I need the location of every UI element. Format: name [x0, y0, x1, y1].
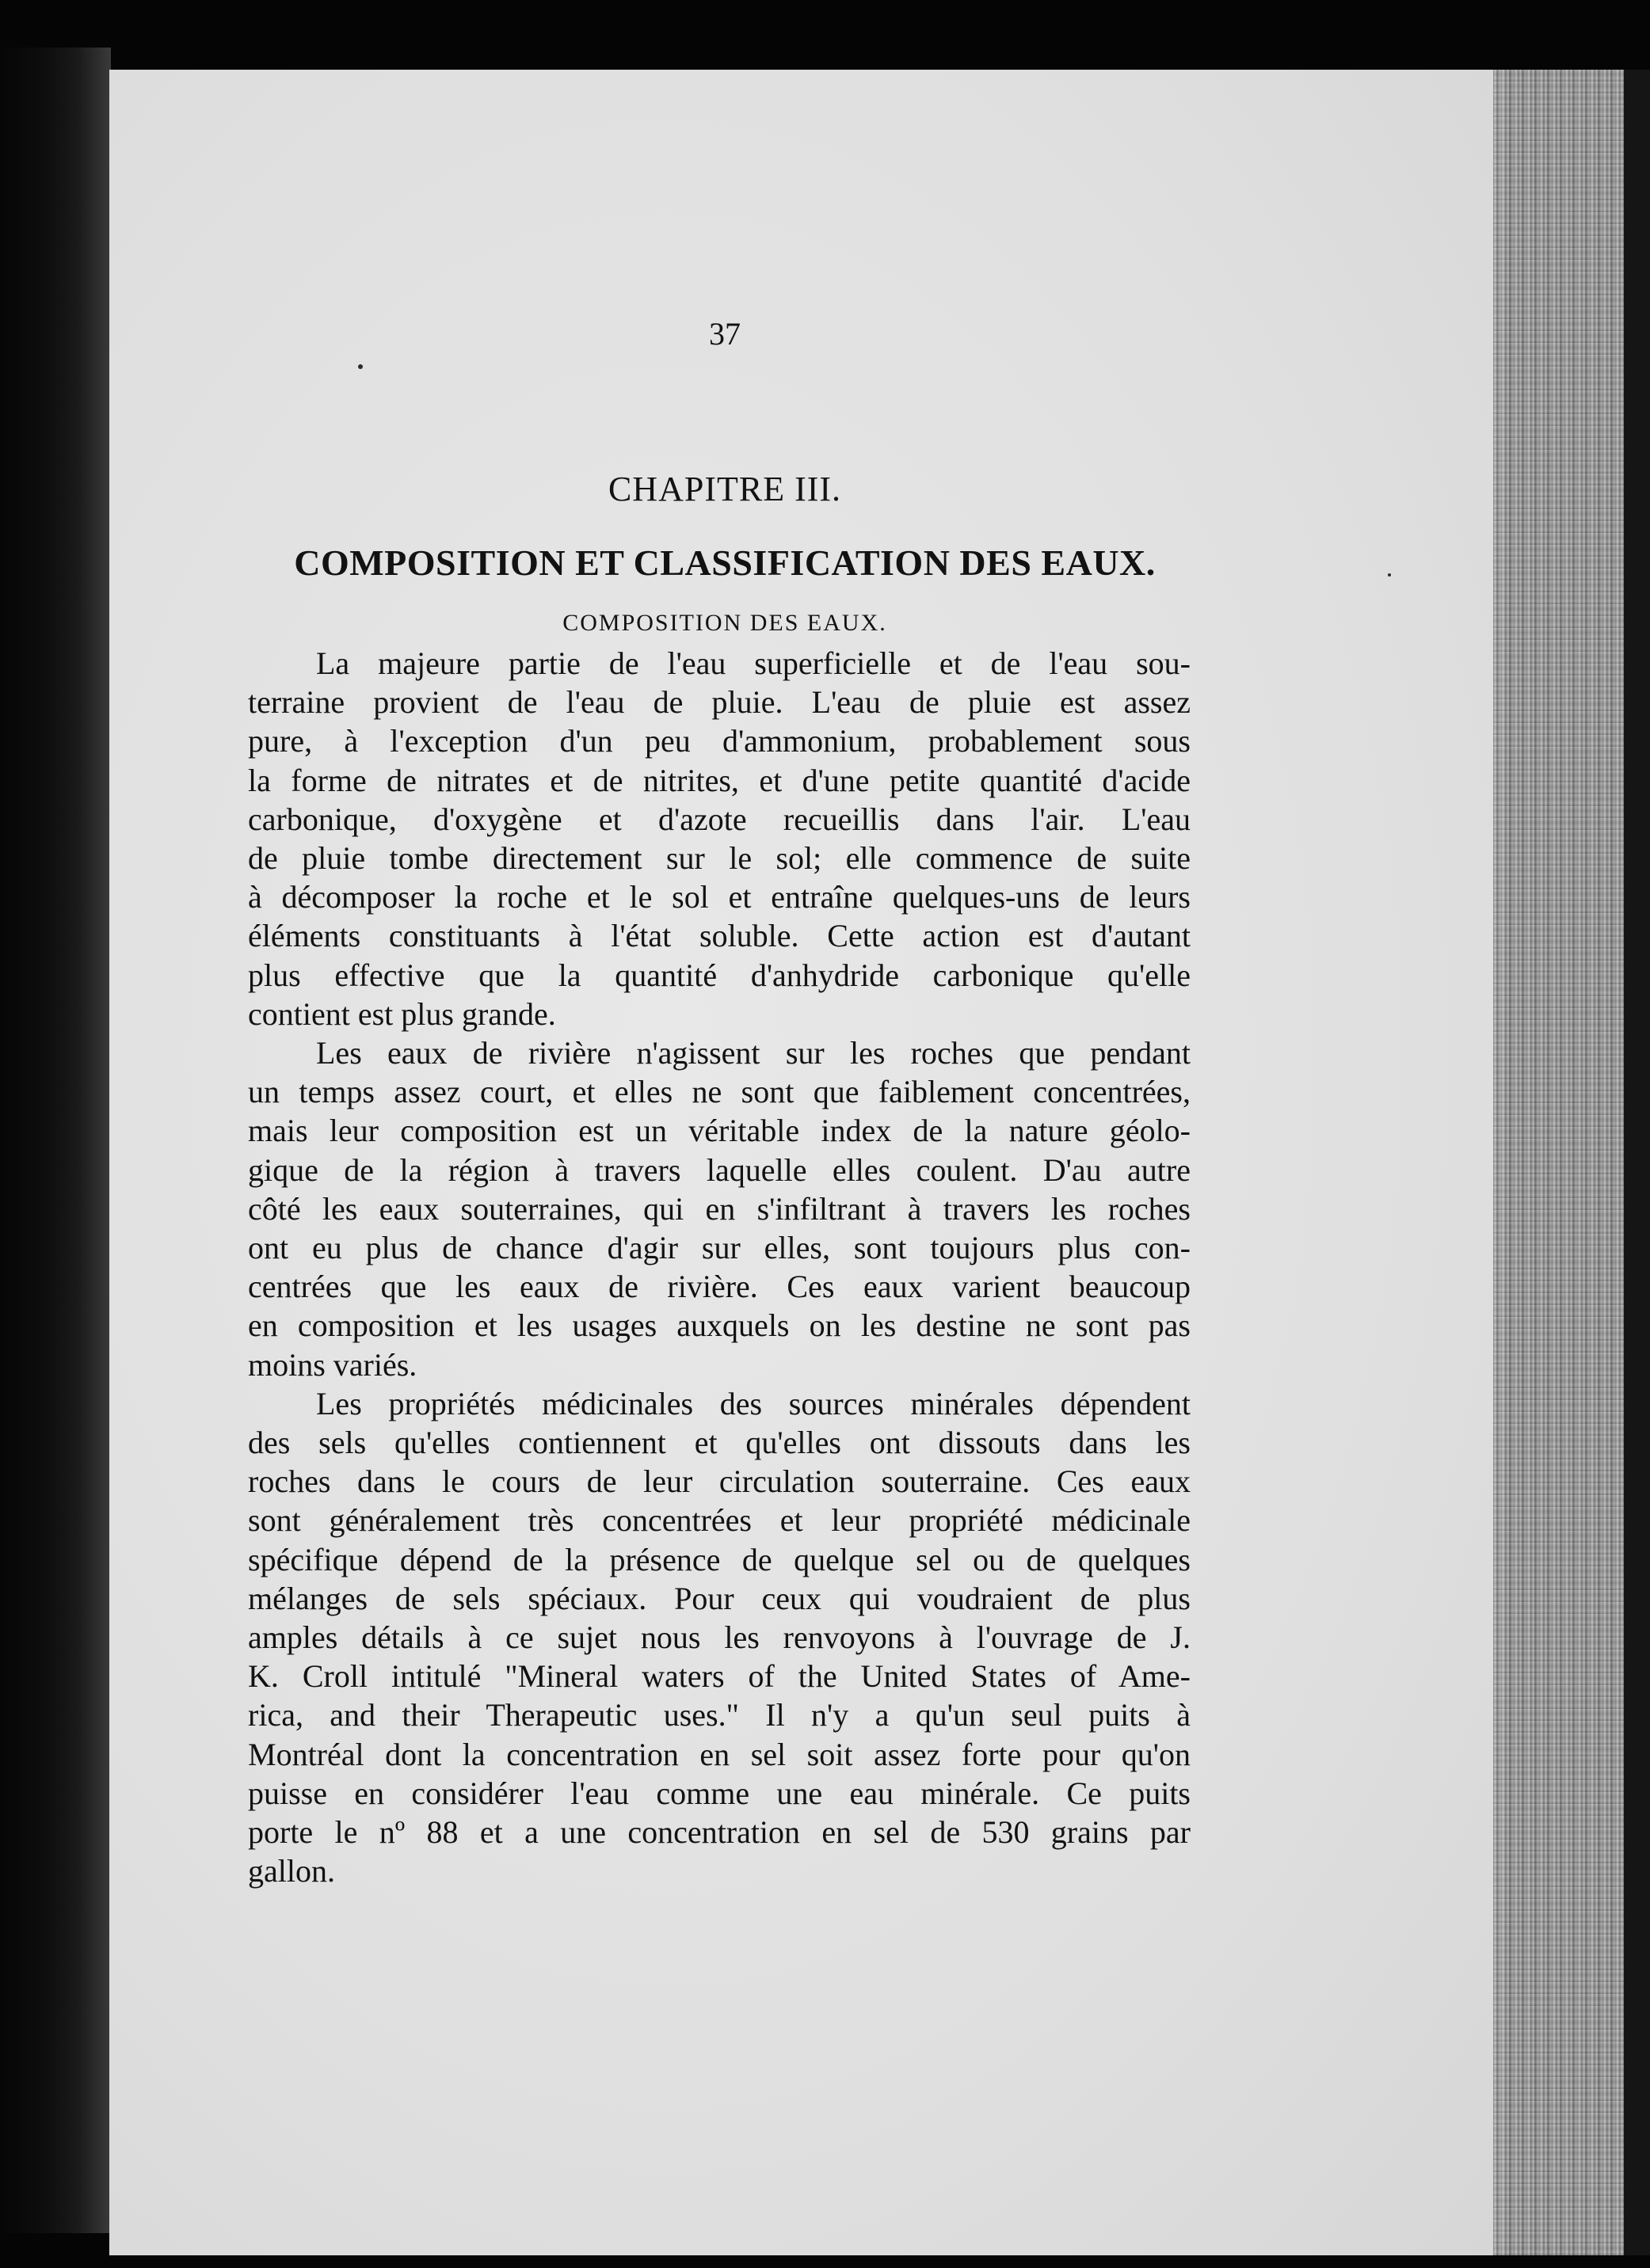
- scan-speck: [358, 364, 363, 369]
- text-line: à décomposer la roche et le sol et entraîne quelques-uns de leurs: [248, 879, 1191, 915]
- text-line: des sels qu'elles contiennent et qu'elles ont dissouts dans les: [248, 1425, 1191, 1461]
- main-heading: COMPOSITION ET CLASSIFICATION DES EAUX.: [294, 542, 1156, 583]
- paragraph: [248, 1033, 1191, 1384]
- section-heading: COMPOSITION DES EAUX.: [562, 610, 887, 636]
- text-line: mélanges de sels spéciaux. Pour ceux qui voudraient de plus: [248, 1580, 1191, 1616]
- book-page-stack-edge: [1493, 70, 1628, 2255]
- text-line: gallon.: [248, 1853, 335, 1889]
- chapter-title: CHAPITRE III.: [608, 470, 842, 508]
- text-line: carbonique, d'oxygène et d'azote recueillis dans l'air. L'eau: [248, 801, 1191, 837]
- text-line: contient est plus grande.: [248, 995, 556, 1032]
- text-line: Montréal dont la concentration en sel soit assez forte pour qu'on: [248, 1736, 1191, 1772]
- text-line: roches dans le cours de leur circulation souterraine. Ces eaux: [248, 1463, 1191, 1500]
- text-line: La majeure partie de l'eau superficielle et de l'eau sou-: [316, 645, 1191, 681]
- text-line: ont eu plus de chance d'agir sur elles, sont toujours plus con-: [248, 1230, 1191, 1266]
- book-left-edge: [0, 48, 111, 2233]
- body-text: [248, 644, 1191, 1891]
- text-line: en composition et les usages auxquels on les destine ne sont pas: [248, 1307, 1191, 1344]
- text-line: mais leur composition est un véritable index de la nature géolo-: [248, 1113, 1191, 1149]
- text-line: amples détails à ce sujet nous les renvoyons à l'ouvrage de J.: [248, 1619, 1191, 1656]
- text-line: gique de la région à travers laquelle elles coulent. D'au autre: [248, 1151, 1191, 1188]
- text-line: Les eaux de rivière n'agissent sur les roches que pendant: [316, 1035, 1191, 1071]
- text-line: la forme de nitrates et de nitrites, et d'une petite quantité d'acide: [248, 762, 1191, 798]
- text-line: plus effective que la quantité d'anhydride carbonique qu'elle: [248, 957, 1191, 993]
- text-line: puisse en considérer l'eau comme une eau minérale. Ce puits: [248, 1775, 1191, 1811]
- text-line: un temps assez court, et elles ne sont que faiblement concentrées,: [248, 1074, 1191, 1110]
- scan-border: [1624, 70, 1650, 2255]
- text-line: porte le nº 88 et a une concentration en sel de 530 grains par: [248, 1814, 1191, 1851]
- text-line: K. Croll intitulé "Mineral waters of the United States of Ame-: [248, 1658, 1191, 1695]
- text-line: Les propriétés médicinales des sources minérales dépendent: [316, 1385, 1191, 1421]
- text-line: spécifique dépend de la présence de quelque sel ou de quelques: [248, 1541, 1191, 1577]
- text-line: rica, and their Therapeutic uses." Il n'y a qu'un seul puits à: [248, 1697, 1191, 1733]
- text-line: pure, à l'exception d'un peu d'ammonium, probablement sous: [248, 723, 1191, 759]
- text-line: moins variés.: [248, 1346, 417, 1383]
- page-number: 37: [709, 316, 741, 352]
- text-line: côté les eaux souterraines, qui en s'infiltrant à travers les roches: [248, 1190, 1191, 1227]
- text-line: terraine provient de l'eau de pluie. L'eau de pluie est assez: [248, 684, 1191, 721]
- text-line: centrées que les eaux de rivière. Ces eaux varient beaucoup: [248, 1269, 1191, 1305]
- text-line: sont généralement très concentrées et leur propriété médicinale: [248, 1502, 1191, 1539]
- text-line: éléments constituants à l'état soluble. Cette action est d'autant: [248, 918, 1191, 954]
- paragraph: [248, 1384, 1191, 1891]
- text-line: de pluie tombe directement sur le sol; elle commence de suite: [248, 840, 1191, 877]
- paragraph: [248, 644, 1191, 1033]
